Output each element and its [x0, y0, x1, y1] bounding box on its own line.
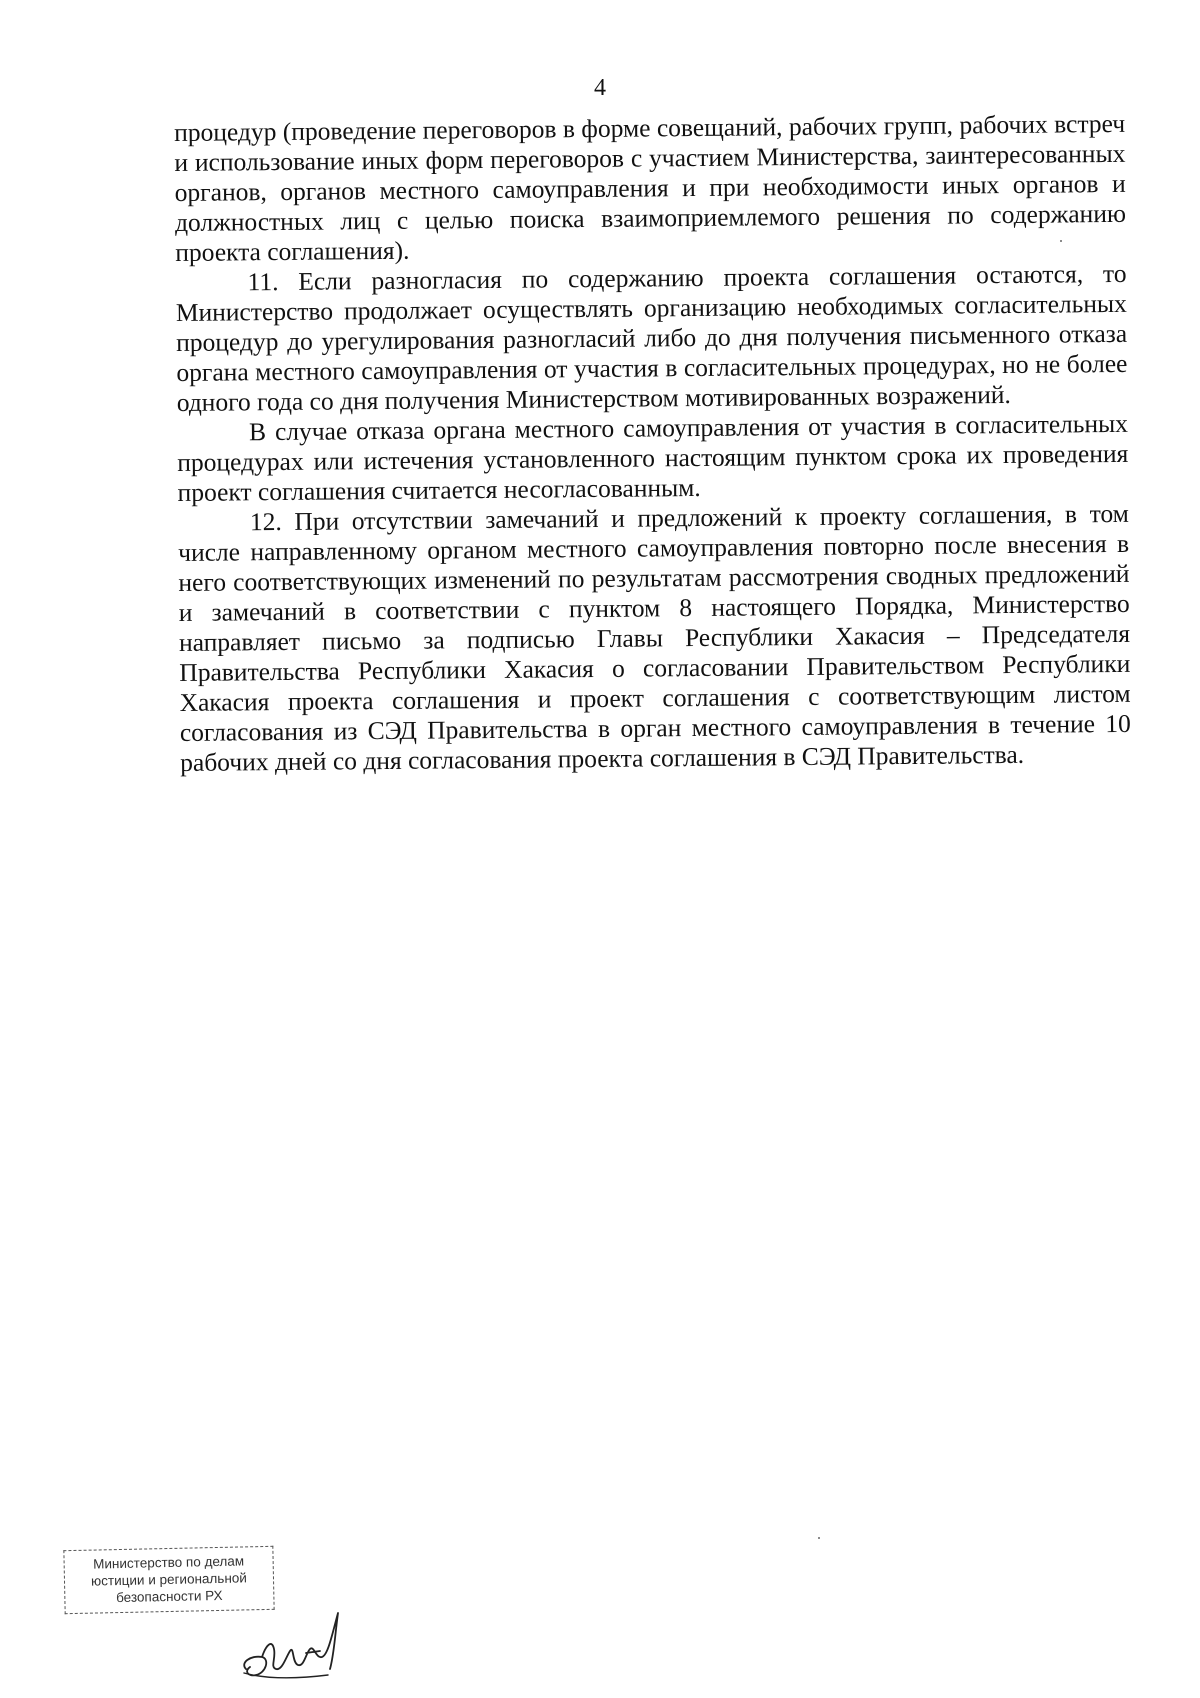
ministry-stamp: [63, 1546, 274, 1614]
paragraph-11-refusal: В случае отказа органа местного самоуправления от участия в согласительных процедурах или истечения установленного настоящим пунктом срока их проведения проект соглашения считается несогласованным.: [177, 408, 1129, 507]
paragraph-continuation: процедур (проведение переговоров в форме совещаний, рабочих групп, рабочих встреч и использование иных форм переговоров с участием Министерства, заинтересованных органов, органов местного самоуправления и при необходимости иных органов и должностных лиц с целью поиска взаимоприемлемого решения по содержанию проекта соглашения).: [174, 108, 1127, 267]
scan-speck: [1060, 240, 1062, 242]
paragraph-11: 11. Если разногласия по содержанию проекта соглашения остаются, то Министерство продолжает осуществлять организацию необходимых согласительных процедур до урегулирования разногласий либо до дня получения письменного отказа органа местного самоуправления от участия в согласительных процедурах, но не более одного года со дня получения Министерством мотивированных возражений.: [175, 258, 1128, 417]
handwritten-signature-icon: [236, 1605, 348, 1687]
scan-speck: [818, 1537, 820, 1539]
stamp-line: безопасности РХ: [115, 1587, 223, 1606]
stamp-line: юстиции и региональной: [90, 1570, 248, 1589]
stamp-line: Министерство по делам: [93, 1553, 245, 1572]
paragraph-12: 12. При отсутствии замечаний и предложений к проекту соглашения, в том числе направленному органом местного самоуправления повторно после внесения в него соответствующих изменений по результатам рассмотрения сводных предложений и замечаний в соответствии с пунктом 8 настоящего Порядка, Министерство направляет письмо за подписью Главы Республики Хакасия – Председателя Правительства Республики Хакасия о согласовании Правительством Республики Хакасия проекта соглашения и проект соглашения с соответствующим листом согласования из СЭД Правительства в орган местного самоуправления в течение 10 рабочих дней со дня согласования проекта соглашения в СЭД Правительства.: [178, 498, 1131, 777]
page-number: 4: [594, 75, 606, 101]
document-body: [174, 109, 1131, 778]
